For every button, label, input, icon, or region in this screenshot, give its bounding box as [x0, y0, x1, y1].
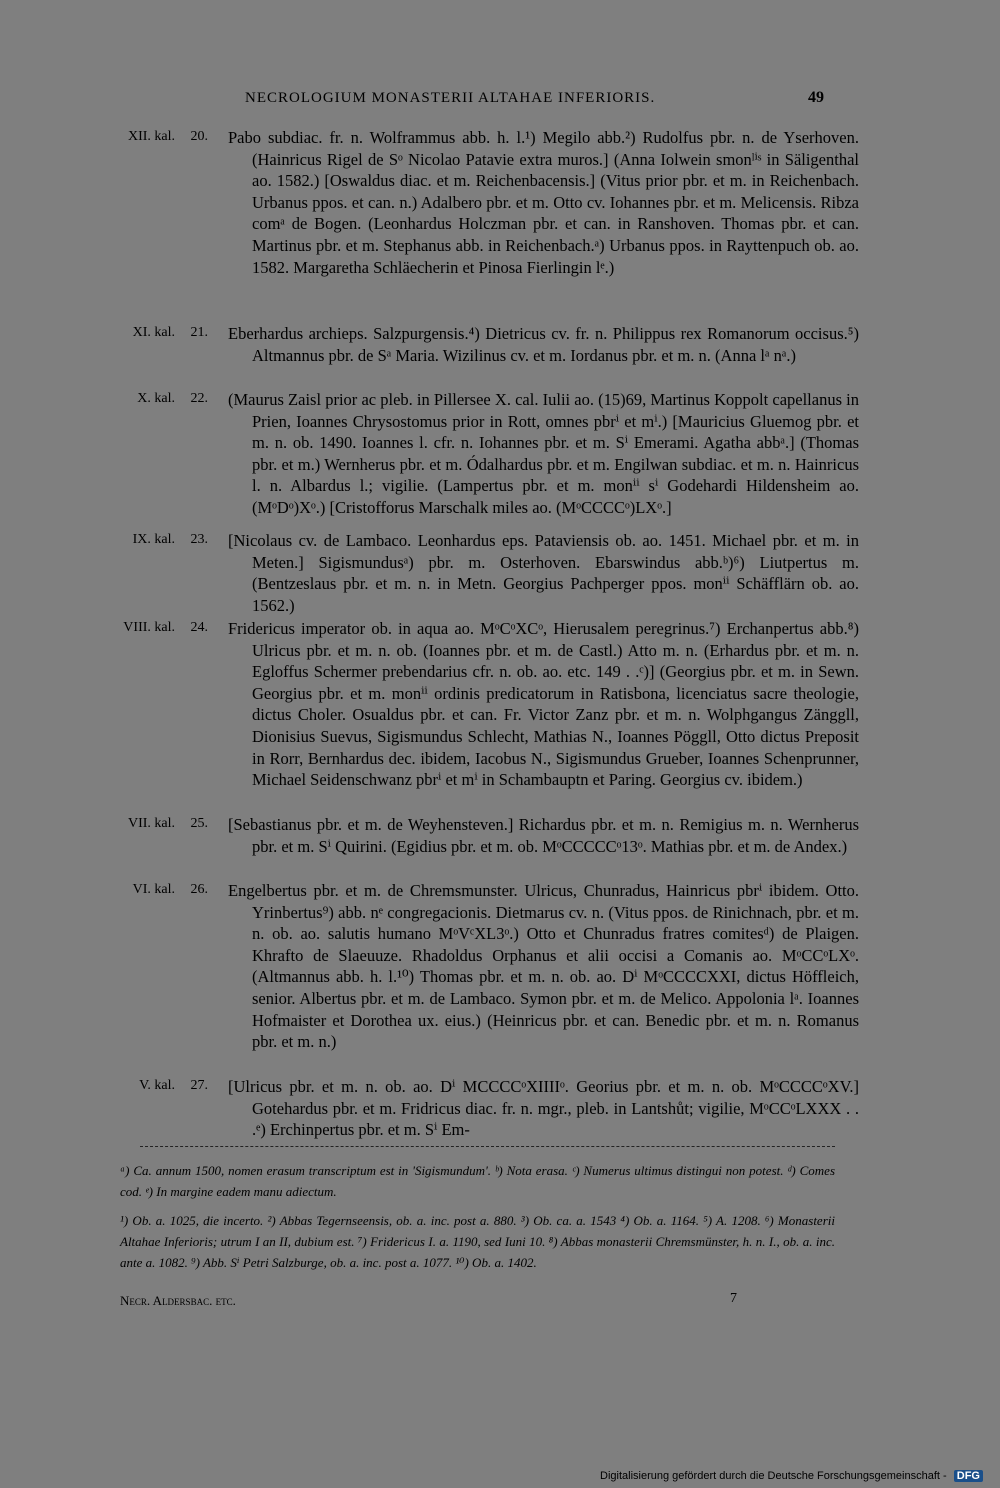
entry-kal-label: IX. kal. [132, 532, 175, 547]
dfg-funding-text: Digitalisierung gefördert durch die Deutsche Forschungsgemeinschaft - [600, 1470, 947, 1482]
entry-text: (Maurus Zaisl prior ac pleb. in Pillersee X. cal. Iulii ao. (15)69, Martinus Koppolt capellanus in Prien, Ioannes Chrysostomus prior in Rott, omnes pbrⁱ et mⁱ.) [Mauricius Gluemog pbr. et m. n. ob. 1490. Ioannes l. cfr. n. Iohannes pbr. et m. Sⁱ Emerami. Agatha abbᵃ.] (Thomas pbr. et m.) Wernherus pbr. et m. Ódalhardus pbr. et m. Engilwan subdiac. et m. n. Hainricus l. n. Albardus l.; vigilie. (Lampertus pbr. et m. monⁱⁱ sⁱ Godehardi Hildensheim ao. (MᵒDᵒ)Xᵒ.) [Cristofforus Marschalk miles ao. (MᵒCCCCᵒ)LXᵒ.] [228, 390, 859, 517]
signature-mark: Necr. Aldersbac. etc. [120, 1293, 236, 1308]
critical-apparatus: ᵃ) Ca. annum 1500, nomen erasum transcriptum est in 'Sigismundum'. ᵇ) Nota erasa. ᶜ) Numerus ultimus distingui non potest. ᵈ) Comes cod. ᵉ) In margine eadem manu adiectum. [120, 1163, 835, 1199]
running-title: NECROLOGIUM MONASTERII ALTAHAE INFERIORIS. [245, 90, 656, 106]
entry-day-number: 22. [190, 391, 208, 406]
entry-viii-kal [0, 618, 1000, 814]
entry-x-kal [0, 389, 1000, 530]
entry-text: [Nicolaus cv. de Lambaco. Leonhardus eps. Pataviensis ob. ao. 1451. Michael pbr. et m. in Meten.] Sigismundusᵃ) pbr. m. Osterhoven. Ebarswindus abb.ᵇ)⁶) Liutpertus m. (Bentzeslaus pbr. et m. n. in Metn. Georgius Pachperger ppos. monⁱⁱ Schäfflärn ob. ao. 1562.) [228, 531, 859, 615]
necrology-entries [0, 127, 1000, 1142]
entry-v-kal [0, 1076, 1000, 1142]
entry-text: Pabo subdiac. fr. n. Wolframmus abb. h. l.¹) Megilo abb.²) Rudolfus pbr. n. de Yserhoven. (Hainricus Rigel de Sᵒ Nicolao Patavie extra muros.] (Anna Iolwein smonˡⁱˢ in Säligenthal ao. 1582.) [Oswaldus diac. et m. Reichenbacensis.] (Vitus prior pbr. et m. in Reichenbach. Urbanus ppos. et can. n.) Adalbero pbr. et m. Otto cv. Iohannes pbr. et m. Melicensis. Ribza comᵃ de Bogen. (Leonhardus Holczman pbr. et can. in Ranshoven. Thomas pbr. et can. Martinus pbr. et m. Stephanus abb. in Reichenbach.ᵃ) Urbanus ppos. in Rayttenpuch ob. ao. 1582. Margaretha Schläecherin et Pinosa Fierlingin lᵉ.) [228, 128, 859, 277]
footnote-divider [140, 1146, 835, 1147]
historical-footnotes: ¹) Ob. a. 1025, die incerto. ²) Abbas Tegernseensis, ob. a. inc. post a. 880. ³) Ob. ca. a. 1543 ⁴) Ob. a. 1164. ⁵) A. 1208. ⁶) Monasterii Altahae Inferioris; utrum I an II, dubium est. ⁷) Fridericus I. a. 1190, sed Iuni 10. ⁸) Abbas monasterii Chremsmünster, h. n. I., ob. a. inc. ante a. 1082. ⁹) Abb. Sⁱ Petri Salzburge, ob. a. inc. post a. 1077. ¹⁰) Ob. a. 1402. [120, 1213, 835, 1270]
dfg-logo-icon: DFG [954, 1470, 983, 1482]
entry-day-number: 27. [190, 1078, 208, 1093]
entry-xii-kal [0, 127, 1000, 323]
entry-day-number: 21. [190, 325, 208, 340]
entry-xi-kal [0, 323, 1000, 389]
entry-day-number: 20. [190, 129, 208, 144]
entry-kal-label: X. kal. [137, 391, 175, 406]
entry-vii-kal [0, 814, 1000, 880]
entry-day-number: 26. [190, 882, 208, 897]
entry-day-number: 23. [190, 532, 208, 547]
entry-kal-label: VI. kal. [132, 882, 175, 897]
entry-text: [Sebastianus pbr. et m. de Weyhensteven.] Richardus pbr. et m. n. Remigius m. n. Wernherus pbr. et m. Sⁱ Quirini. (Egidius pbr. et m. ob. MᵒCCCCCᵒ13ᵒ. Mathias pbr. et m. de Andex.) [228, 815, 859, 856]
entry-ix-kal [0, 530, 1000, 618]
entry-kal-label: VII. kal. [127, 816, 175, 831]
entry-text: Fridericus imperator ob. in aqua ao. MᵒCᵒXCᵒ, Hierusalem peregrinus.⁷) Erchanpertus abb.⁸) Ulricus pbr. et m. n. ob. (Ioannes pbr. et m. de Castl.) Atto m. n. (Erhardus pbr. et m. n. Egloffus Schermer prebendarius cfr. n. ob. ao. etc. 149 . .ᶜ)] (Georgius pbr. et m. in Sewn. Georgius pbr. et m. monⁱⁱ ordinis predicatorum in Ratisbona, licenciatus sacre theologie, dictus Choler. Osualdus pbr. et can. Fr. Victor Zanz pbr. et m. n. Wolphgangus Zänggll, Dionisius Suevus, Sigismundus Schlecht, Mathias N., Ioannes Pöggll, Otto dictus Preposit in Rorr, Bernhardus dec. ibidem, Iacobus N., Sigismundus Grueber, Ioannes Schenprunner, Michael Seidenschwanz pbrⁱ et mⁱ in Schambauptn et Paring. Georgius cv. ibidem.) [228, 619, 859, 790]
gathering-number: 7 [730, 1291, 737, 1306]
entry-kal-label: XII. kal. [127, 129, 175, 144]
page-header [0, 90, 1000, 112]
entry-vi-kal [0, 880, 1000, 1076]
entry-kal-label: XI. kal. [132, 325, 175, 340]
entry-kal-label: VIII. kal. [123, 620, 175, 635]
entry-kal-label: V. kal. [139, 1078, 175, 1093]
dfg-funding-note [600, 1470, 983, 1482]
page-number: 49 [808, 89, 824, 106]
entry-day-number: 24. [190, 620, 208, 635]
entry-text: Eberhardus archieps. Salzpurgensis.⁴) Dietricus cv. fr. n. Philippus rex Romanorum occisus.⁵) Altmannus pbr. de Sᵃ Maria. Wizilinus cv. et m. Iordanus pbr. et m. n. (Anna lᵃ nᵃ.) [228, 324, 859, 365]
entry-text: [Ulricus pbr. et m. n. ob. ao. Dⁱ MCCCCᵒXIIIIᵒ. Georius pbr. et m. n. ob. MᵒCCCCᵒXV.] Gotehardus pbr. et m. Fridricus diac. fr. n. mgr., pleb. in Lantshůt; vigilie, MᵒCCᵒLXXX . . .ᵉ) Erchinpertus pbr. et m. Sⁱ Em- [228, 1077, 859, 1140]
entry-day-number: 25. [190, 816, 208, 831]
entry-text: Engelbertus pbr. et m. de Chremsmunster. Ulricus, Chunradus, Hainricus pbrⁱ ibidem. Otto. Yrinbertus⁹) abb. nᵉ congregacionis. Dietmarus cv. n. (Vitus ppos. de Rinichnach, pbr. et m. n. ob. ao. salutis humano MᵒVᶜXL3ᵒ.) Otto et Chunradus fratres comitesᵈ) de Plaigen. Khrafto de Slaeuuze. Rhadoldus Orphanus et alii occisi a Comanis ao. MᵒCCᵒLXᵒ. (Altmannus abb. h. l.¹⁰) Thomas pbr. et m. n. ob. ao. Dⁱ MᵒCCCCXXI, dictus Höffleich, senior. Albertus pbr. et m. de Lambaco. Symon pbr. et m. de Melico. Appolonia lᵃ. Ioannes Hofmaister et Dorothea ux. eius.) (Heinricus pbr. et can. Benedic pbr. et m. n. Romanus pbr. et m. n.) [228, 881, 859, 1052]
